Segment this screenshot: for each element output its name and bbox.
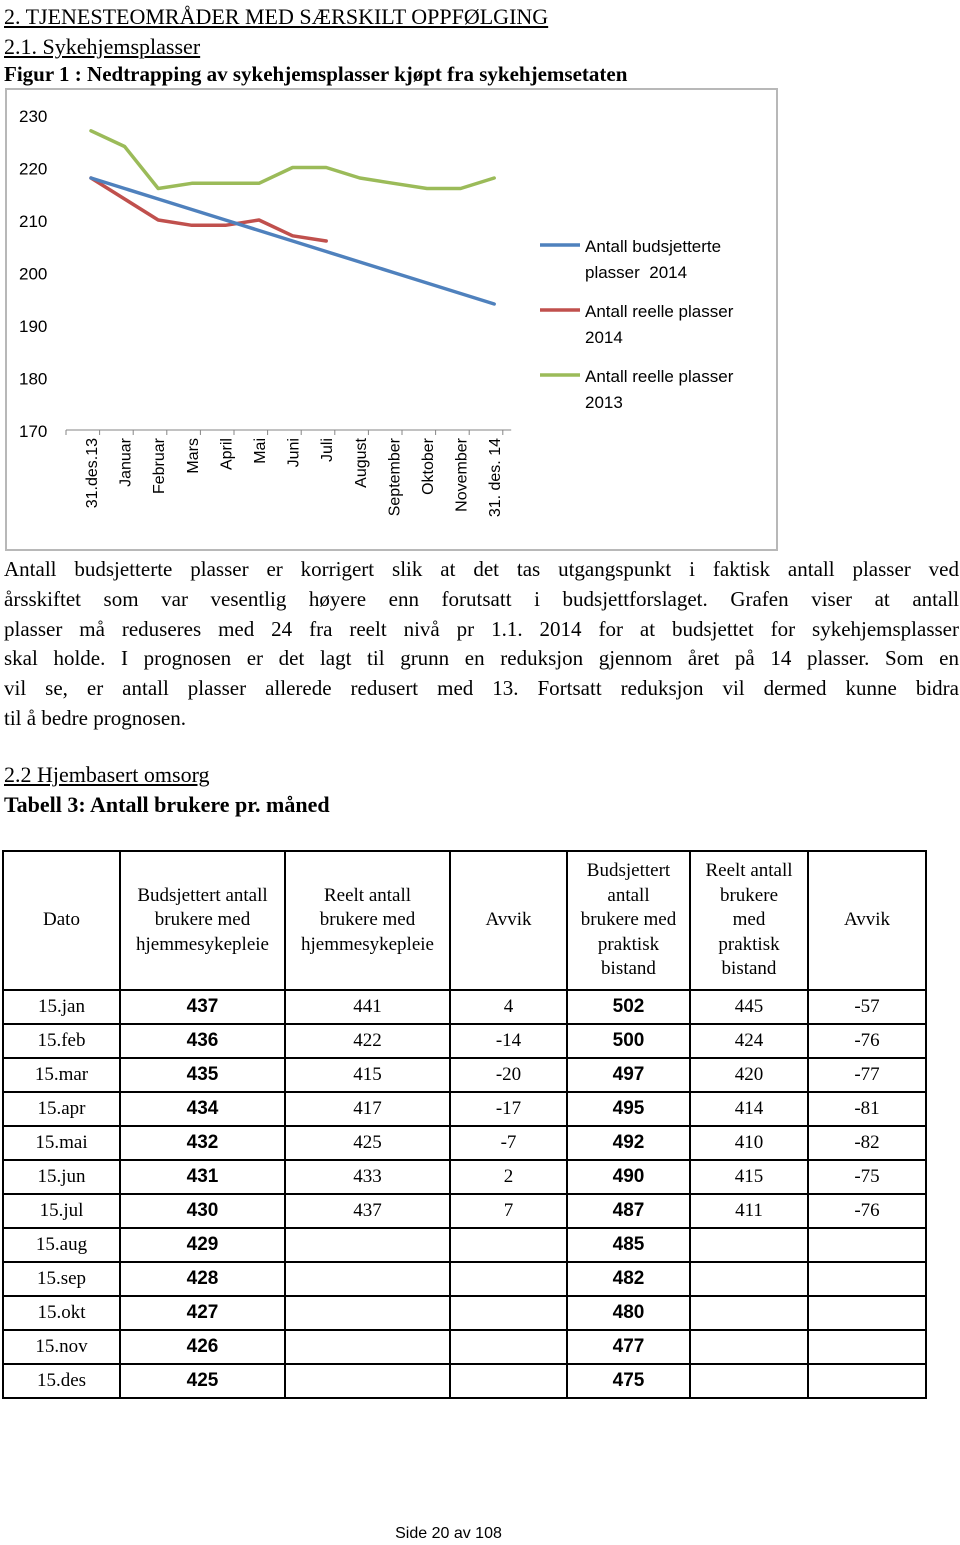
column-header [690, 851, 808, 990]
table-row [3, 1330, 926, 1364]
table-cell [690, 1296, 808, 1330]
x-tick-label: Mars [184, 438, 202, 474]
legend-label: plasser 2014 [585, 263, 688, 282]
table-header-row [3, 851, 926, 990]
table-cell [285, 1364, 450, 1398]
legend-label: Antall reelle plasser [585, 367, 734, 386]
table-cell: 15.jul [3, 1194, 120, 1228]
table-cell: 15.nov [3, 1330, 120, 1364]
column-header [120, 851, 285, 990]
table-cell [450, 1296, 567, 1330]
table-cell: -76 [808, 1024, 926, 1058]
table-cell: 487 [567, 1194, 690, 1228]
column-header-line: brukere med [319, 909, 416, 931]
table-cell [285, 1262, 450, 1296]
subsection-heading: 2.1. Sykehjemsplasser [4, 34, 201, 59]
table-cell: 482 [567, 1262, 690, 1296]
column-header-line: brukere med [154, 909, 251, 931]
table-cell: 15.okt [3, 1296, 120, 1330]
table-cell: -14 [450, 1024, 567, 1058]
table-cell: 15.aug [3, 1228, 120, 1262]
table-cell: 425 [285, 1126, 450, 1160]
table-cell [285, 1228, 450, 1262]
table-cell [808, 1330, 926, 1364]
table-cell: 502 [567, 990, 690, 1024]
legend-label: 2013 [585, 393, 623, 412]
table-row [3, 1228, 926, 1262]
section-heading: 2. TJENESTEOMRÅDER MED SÆRSKILT OPPFØLGING [4, 4, 549, 29]
table-cell: 15.apr [3, 1092, 120, 1126]
table-cell: 495 [567, 1092, 690, 1126]
table-cell: 434 [120, 1092, 285, 1126]
x-tick-label: April [218, 438, 236, 471]
table-cell: 435 [120, 1058, 285, 1092]
table-row [3, 990, 926, 1024]
table-cell: 433 [285, 1160, 450, 1194]
table-cell: 492 [567, 1126, 690, 1160]
paragraph-line: skal holde. I prognosen er det lagt til grunn en reduksjon gjennom året på 14 plasser. Som en [4, 646, 959, 671]
table-cell: 420 [690, 1058, 808, 1092]
table-cell: -57 [808, 990, 926, 1024]
table-cell: 428 [120, 1262, 285, 1296]
table-cell: 490 [567, 1160, 690, 1194]
paragraph-line: til å bedre prognosen. [4, 705, 186, 730]
table-cell: 437 [120, 990, 285, 1024]
table-cell: 15.des [3, 1364, 120, 1398]
paragraph-line: plasser må reduseres med 24 fra reelt nivå pr 1.1. 2014 for at budsjettet for sykehjemsplasser [4, 616, 959, 641]
y-tick-label: 190 [19, 317, 48, 336]
column-header [285, 851, 450, 990]
table-cell: -20 [450, 1058, 567, 1092]
x-tick-label: September [386, 438, 404, 517]
y-tick-label: 180 [19, 369, 48, 389]
table-cell: 15.jun [3, 1160, 120, 1194]
x-tick-label: Januar [117, 438, 135, 487]
table-cell: 437 [285, 1194, 450, 1228]
chart [5, 88, 778, 551]
table-cell: 475 [567, 1364, 690, 1398]
table-cell: 15.sep [3, 1262, 120, 1296]
series-line-2 [91, 131, 494, 189]
table-caption: Tabell 3: Antall brukere pr. måned [4, 792, 330, 817]
column-header [450, 851, 567, 990]
x-tick-label: Juli [319, 438, 337, 463]
table-cell: -82 [808, 1126, 926, 1160]
table-cell: 441 [285, 990, 450, 1024]
column-header-line: antall [607, 884, 650, 906]
table-cell: 15.mar [3, 1058, 120, 1092]
table-cell: 4 [450, 990, 567, 1024]
subsection2-heading: 2.2 Hjembasert omsorg [4, 762, 210, 787]
column-header-line: hjemmesykepleie [136, 933, 269, 955]
column-header-line: Reelt antall [705, 860, 793, 882]
table-cell [690, 1228, 808, 1262]
y-tick-label: 230 [19, 107, 48, 126]
column-header-line: brukere med [580, 909, 677, 931]
column-header-line: Avvik [843, 909, 891, 931]
table-cell: 430 [120, 1194, 285, 1228]
y-tick-label: 170 [19, 422, 48, 441]
table-cell: -7 [450, 1126, 567, 1160]
column-header [3, 851, 120, 990]
column-header-line: Budsjettert [586, 860, 671, 882]
table-cell [285, 1296, 450, 1330]
table-row [3, 1024, 926, 1058]
table-row [3, 1160, 926, 1194]
table-cell [690, 1364, 808, 1398]
figure-caption: Figur 1 : Nedtrapping av sykehjemsplasser kjøpt fra sykehjemsetaten [4, 62, 628, 86]
table-cell: 429 [120, 1228, 285, 1262]
table-row [3, 1058, 926, 1092]
x-tick-label: 31. des. 14 [487, 438, 505, 518]
x-tick-label: 31.des.13 [84, 438, 101, 509]
table-cell: 477 [567, 1330, 690, 1364]
table-cell [450, 1330, 567, 1364]
table-cell: 415 [690, 1160, 808, 1194]
body-paragraph [4, 555, 959, 734]
table-cell: 431 [120, 1160, 285, 1194]
table-cell [450, 1228, 567, 1262]
legend-label: Antall budsjetterte [585, 237, 722, 256]
column-header [808, 851, 926, 990]
x-tick-label: August [352, 438, 370, 488]
paragraph-line: årsskiftet som var vesentlig høyere enn forutsatt i budsjettforslaget. Grafen viser at antall [4, 586, 959, 611]
table-cell: 426 [120, 1330, 285, 1364]
column-header-line: Reelt antall [323, 884, 412, 906]
x-tick-label: Oktober [420, 438, 437, 495]
table-cell: 485 [567, 1228, 690, 1262]
table-cell: 15.feb [3, 1024, 120, 1058]
table-cell: 410 [690, 1126, 808, 1160]
table-cell: -77 [808, 1058, 926, 1092]
table-cell [690, 1262, 808, 1296]
table-cell: 7 [450, 1194, 567, 1228]
table-cell: 432 [120, 1126, 285, 1160]
table-cell: 480 [567, 1296, 690, 1330]
x-tick-label: Mai [252, 438, 269, 464]
column-header-line: brukere [719, 884, 779, 906]
column-header-line: Dato [43, 909, 80, 931]
table-cell: 425 [120, 1364, 285, 1398]
legend-label: 2014 [585, 328, 623, 347]
column-header [567, 851, 690, 990]
table-cell [450, 1262, 567, 1296]
column-header-line: bistand [721, 958, 777, 980]
column-header-line: bistand [601, 958, 656, 980]
table-row [3, 1262, 926, 1296]
x-tick-label: Februar [151, 438, 169, 495]
page-footer: Side 20 av 108 [395, 1525, 502, 1542]
table-cell: 422 [285, 1024, 450, 1058]
x-tick-label: November [453, 438, 471, 512]
table-cell: 436 [120, 1024, 285, 1058]
y-tick-label: 220 [19, 159, 48, 179]
column-header-line: Budsjettert antall [137, 884, 268, 906]
table-cell: -81 [808, 1092, 926, 1126]
table-cell: -76 [808, 1194, 926, 1228]
column-header-line: med [732, 909, 766, 931]
users-table [2, 850, 927, 1399]
table-cell: -17 [450, 1092, 567, 1126]
table-row [3, 1126, 926, 1160]
line-chart-svg [7, 90, 780, 553]
table-cell: 411 [690, 1194, 808, 1228]
table-cell [808, 1228, 926, 1262]
table-cell: 414 [690, 1092, 808, 1126]
column-header-line: hjemmesykepleie [301, 933, 434, 955]
table-cell [808, 1262, 926, 1296]
table-cell [450, 1364, 567, 1398]
table-row [3, 1364, 926, 1398]
y-tick-label: 210 [19, 212, 48, 231]
table-cell [690, 1330, 808, 1364]
legend-label: Antall reelle plasser [585, 302, 734, 321]
table-cell: 15.mai [3, 1126, 120, 1160]
column-header-line: praktisk [718, 933, 780, 955]
column-header-line: Avvik [485, 909, 532, 931]
series-line-0 [91, 178, 494, 304]
table-cell: 2 [450, 1160, 567, 1194]
table-cell: 424 [690, 1024, 808, 1058]
table-cell: -75 [808, 1160, 926, 1194]
table-cell: 500 [567, 1024, 690, 1058]
y-tick-label: 200 [19, 264, 48, 284]
table-cell: 15.jan [3, 990, 120, 1024]
table-cell [808, 1296, 926, 1330]
table-cell: 497 [567, 1058, 690, 1092]
table-cell: 417 [285, 1092, 450, 1126]
table-row [3, 1092, 926, 1126]
table-row [3, 1194, 926, 1228]
table-cell [808, 1364, 926, 1398]
paragraph-line: vil se, er antall plasser allerede redusert med 13. Fortsatt reduksjon vil dermed kunne bidra [4, 676, 959, 701]
table-cell: 427 [120, 1296, 285, 1330]
table-cell: 415 [285, 1058, 450, 1092]
table-row [3, 1296, 926, 1330]
table-cell: 445 [690, 990, 808, 1024]
x-tick-label: Juni [285, 438, 303, 468]
column-header-line: praktisk [597, 933, 660, 955]
paragraph-line: Antall budsjetterte plasser er korrigert slik at det tas utgangspunkt i faktisk antall plasser ved [4, 557, 959, 581]
table-cell [285, 1330, 450, 1364]
